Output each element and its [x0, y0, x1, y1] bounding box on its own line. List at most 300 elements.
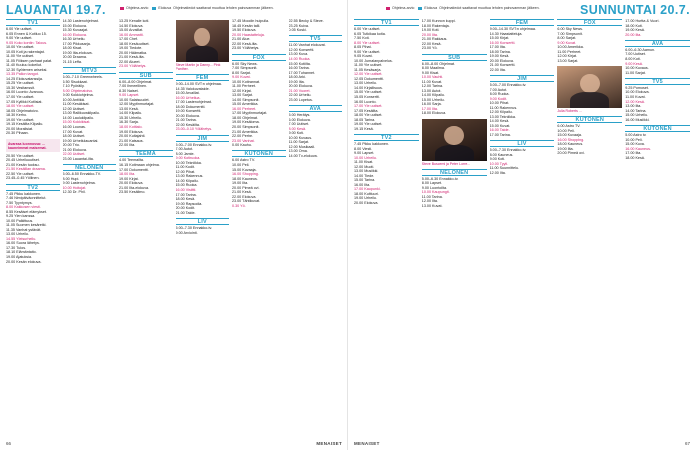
program-entry: 20.00 Pimeä ovi. — [557, 151, 585, 156]
program-entry: 23.00 Lopetus. — [288, 97, 313, 102]
channel-header: KUTONEN — [557, 116, 622, 123]
program-entry: 16.00 Lounas. — [62, 124, 86, 129]
program-entry: 16.00 Luonto. — [354, 99, 377, 104]
program-entry: 23.00 Lauantai-ilta. — [62, 156, 94, 161]
program-entry: 11.40 Kuuluu kokeilut. — [6, 63, 43, 68]
program-entry: 10.00 Vauhti. — [421, 75, 444, 80]
channel-header: TV5 — [289, 35, 343, 42]
program-entry: 17.00 Kunnon kuppi. — [421, 19, 456, 23]
program-entry: 7.10 Pyöräily. — [62, 84, 85, 89]
program-entry: 16.00 Tarina. — [288, 66, 310, 71]
program-entry: 17.00 Yle uutiset. — [6, 94, 35, 99]
program-entry: 7.00 Simpsonit. — [232, 66, 258, 71]
program-entry: 7.00 Autot. — [175, 147, 194, 152]
program-entry: 13.00 Musiikki. — [354, 169, 379, 174]
program-entry: 10.00 Hoitojat. — [62, 185, 87, 190]
photo-figure-body — [435, 145, 474, 161]
program-entry: 17.30 Tulos. — [6, 245, 27, 250]
listing-column — [289, 19, 343, 436]
program-entry: 11.00 Kisat. — [354, 160, 374, 165]
program-entry: 15.00 Kokkikisat. — [62, 120, 91, 125]
program-entry: 16.00 Sarja. — [421, 102, 442, 107]
program-entry: 15.00 Kuvat. — [489, 123, 511, 128]
channel-block — [289, 19, 343, 32]
program-entry: 10.00 Jumalanpalvelus. — [354, 58, 393, 63]
channel-block — [176, 218, 230, 235]
program-entry: 19.00 Koti. — [421, 28, 440, 33]
channel-header: TV2 — [354, 134, 419, 141]
program-entry: 17.00 Chef. — [119, 37, 139, 42]
program-entry: 15.30 Kuvaajat. — [62, 28, 89, 33]
program-entry: 6.50 Sisukkaat. — [62, 79, 88, 84]
program-entry: 22.00 Ilta. — [489, 67, 506, 72]
program-entry: 15.00 Kuvaaja. — [232, 167, 257, 172]
photo-figure-body — [570, 92, 609, 108]
program-entry: 11.00 Vanhat elokuvat. — [288, 43, 326, 48]
program-entry: 9.00 Koti. — [288, 131, 305, 136]
photo-figure-body — [186, 46, 218, 62]
columns — [6, 19, 342, 436]
legend-movie: Elokuva — [158, 6, 172, 10]
page-number: 66 — [6, 440, 12, 446]
program-entry: 9.00 Kesä. — [625, 61, 643, 66]
program-entry: 18.00 Tarina. — [489, 49, 511, 54]
program-entry: 6.00 Sky News. — [232, 61, 258, 66]
program-entry: 16.00 Konsertti. — [489, 40, 516, 45]
program-entry: 10.00 Pihat. — [489, 101, 510, 106]
program-entry: 18.10 Elämäntaito. — [6, 250, 37, 255]
listing-column — [557, 19, 622, 436]
channel-block — [557, 116, 622, 156]
program-entry: 7.45 Pikku kakkonen. — [6, 191, 42, 196]
program-entry: 11.00 Suunnittelu. — [489, 166, 520, 171]
program-entry: 21.00 Rakkaus. — [421, 37, 448, 42]
program-entry: 6.00 Yle uutiset. — [354, 27, 381, 31]
program-entry: 10.00 Tyyli. — [489, 161, 509, 166]
program-entry: 11.05 Kesäsarja. — [354, 67, 382, 72]
program-entry: 19.00 Elokuva. — [119, 129, 144, 134]
program-entry: 22.00 Kesäilta. — [175, 122, 200, 127]
program-entry: 13.00 Sarjat. — [557, 58, 579, 63]
program-entry: 5.00–6.50 Ennakko-TV. — [62, 172, 101, 177]
program-entry: 21.00 Ilta-elokuva. — [119, 185, 150, 190]
program-entry: 17.00 Myytinmurtajat. — [232, 111, 268, 116]
channel-block — [422, 169, 487, 209]
program-entry: 19.00 Kesäloma. — [232, 120, 260, 125]
program-entry: 18.00 Kulttuuri. — [354, 191, 379, 196]
channel-block — [289, 105, 343, 158]
program-entry: 19.00 Kirjat. — [119, 176, 139, 181]
program-entry: 19.00 Rapsodia. — [175, 201, 203, 206]
program-entry: 16.00 Urheilua. — [175, 95, 201, 100]
program-entry: 10.00 Salaisuudet. — [119, 97, 150, 102]
program-entry: 4.00 Teemailta. — [119, 158, 144, 163]
program-entry: 15.30 Vesitanssit. — [6, 85, 35, 90]
program-entry: 20.00 Elokuva. — [354, 200, 379, 205]
program-entry: 20.00 Elokuva. — [288, 84, 313, 89]
channel-block — [119, 150, 173, 194]
program-entry: 20.00 Kesän elokuva. — [6, 259, 42, 264]
program-entry: 9.00 Arviointi. — [175, 230, 198, 235]
rating-swatch — [386, 7, 390, 10]
program-entry: 9.00 Lapset. — [354, 151, 375, 156]
program-entry: 19.00 Konsertti. — [175, 109, 202, 114]
program-entry: 11.00 Yle uutiset. — [354, 63, 383, 68]
program-entry: 0.05 Koski. — [288, 28, 307, 33]
program-entry: 16.00 Taide. — [489, 128, 510, 133]
program-entry: 18.00 Kesä. — [625, 155, 645, 160]
program-entry: 21.00 Elokuva. — [62, 147, 87, 152]
channel-block — [6, 19, 60, 136]
program-entry: 10.00 Elokuva. — [625, 90, 650, 95]
program-entry: 23.25 Kuiva. — [288, 23, 310, 28]
day-title: LAUANTAI 19.7. — [6, 3, 106, 17]
program-entry: 13.00 Rallikuvakilpailu. — [62, 111, 101, 116]
program-entry: 18.00 Rakentaja. — [421, 23, 450, 28]
channel-header: LIV — [176, 218, 230, 225]
program-entry: 19.15 Kesä. — [354, 126, 374, 131]
right-page — [348, 0, 696, 450]
program-entry: 9.25 Ylen kanssa. — [6, 214, 36, 219]
program-entry: 15.00 Tarina. — [354, 178, 376, 183]
program-entry: 16.00 Ilta. — [354, 182, 371, 187]
program-entry: 21.00 Kesä. — [232, 190, 252, 195]
program-entry: 7.50 Koti. — [354, 36, 370, 41]
channel-header: FEM — [490, 19, 555, 26]
program-entry: 9.00 Kisat. — [421, 70, 440, 75]
program-entry: 14.55 Yleisurheilu. — [6, 236, 37, 241]
program-entry: 12.00 Ilta. — [421, 199, 438, 204]
program-entry: 5.00 Herätys. — [288, 113, 311, 118]
program-entry: 11.00 Sarjat. — [625, 70, 646, 75]
program-entry: 15.00 Yle uutiset. — [354, 90, 383, 95]
channel-block — [625, 125, 690, 160]
program-entry: 13.00 Kuvat. — [421, 203, 443, 208]
program-entry: 9.00 Kuvat. — [232, 75, 251, 80]
program-entry: 8.00 Sarjat. — [232, 70, 251, 75]
program-entry: 14.00 Kesä. — [489, 119, 510, 124]
program-entry: 15.00 Urheilu. — [421, 97, 445, 102]
program-entry: 8.00 Sarjat. — [557, 36, 577, 41]
photo-figure — [194, 28, 210, 47]
program-entry: 13.00 Sarjat. — [232, 93, 253, 98]
program-entry: 10.00 Antiikki. — [62, 97, 86, 102]
program-entry: 20.00 Kultajahti. — [119, 134, 146, 139]
day-title: SUNNUNTAI 20.7. — [580, 3, 690, 17]
channel-block — [63, 164, 117, 194]
program-entry: 7.50 Tyyntymys. — [6, 200, 33, 205]
program-entry: 20.00 Elokuva. — [175, 113, 200, 118]
program-entry: 7.00 Autot. — [489, 87, 508, 92]
program-entry: 15.25 Yle uutiset. — [6, 81, 35, 86]
channel-block — [490, 75, 555, 137]
channel-block — [176, 74, 230, 132]
program-entry: 18.00 Yle uutiset. — [6, 104, 35, 109]
program-entry: 19.00 Ilta. — [232, 181, 249, 186]
program-entry: 20.30 Pihaan. — [6, 131, 29, 136]
program-entry: 16.30 Sarja. — [119, 120, 139, 125]
listing-column — [6, 19, 60, 436]
program-entry: 8.00 Jamie. — [175, 151, 195, 156]
program-entry: 0.00 Kauhu. — [232, 143, 252, 148]
program-entry: 12.30 Syötemen ariseksi. — [6, 67, 48, 72]
program-entry: 13.35 Pallon tangot. — [6, 72, 39, 77]
program-entry: 11.00 Perheet. — [557, 49, 582, 54]
program-entry: 7.00 Simpsonit. — [557, 31, 583, 36]
program-entry: 6.00 Astro TV. — [557, 124, 581, 129]
program-entry: 17.00 Kuvat. — [62, 129, 84, 134]
program-entry: 18.00 Kauneus. — [232, 176, 258, 181]
program-entry: 21.00 Taide. — [175, 210, 196, 215]
program-entry: 7.00 Uutiset. — [625, 52, 646, 57]
listing-column — [354, 19, 419, 436]
program-entry: 22.00 Uutiset. — [62, 152, 86, 157]
program-entry: 22.55 Becky & Steve. — [288, 19, 324, 23]
program-entry: 19.00 Ilta. — [288, 79, 305, 84]
program-entry: 20.00 Häämatka. — [119, 50, 148, 55]
program-entry: 14.50 Elokuva. — [119, 23, 144, 28]
program-entry: 22.00 Alueet. — [119, 59, 141, 64]
channel-header: NELONEN — [422, 169, 487, 176]
program-entry: 23.00 Yölähetys. — [119, 64, 147, 69]
program-entry: 12.00 Kirjat. — [557, 54, 578, 59]
channel-block — [176, 135, 230, 215]
program-entry: 8.00 Koti. — [625, 57, 641, 61]
program-entry: 8.00 Yle uutiset. — [354, 40, 381, 45]
program-entry: 6.05 Ennen & Kotiluo 15. — [6, 31, 47, 36]
program-entry: 11.00 Rakennus. — [489, 105, 518, 110]
program-entry: 12.00 Kesä. — [625, 99, 645, 104]
program-entry: 13.00 Kuva. — [288, 52, 309, 57]
program-entry: 6.00 Elokuva. — [288, 117, 311, 122]
program-entry: 18.00 Kesäuutiset. — [119, 41, 150, 46]
program-entry: 14.35 Valokuvataide. — [175, 86, 210, 91]
channel-header: LIV — [490, 140, 555, 147]
channel-header: TV2 — [6, 184, 60, 191]
program-entry: 9.00–14.00 SVT:n ohjelmaa. — [175, 82, 222, 86]
program-entry: 10.00 Palkittuus. — [6, 218, 34, 223]
promo-steve — [176, 20, 230, 71]
page-footer — [354, 439, 690, 447]
program-entry: 7.45 Pikku kakkonen. — [354, 142, 390, 147]
channel-header: TV1 — [354, 19, 419, 26]
program-entry: 14.00 Laulukilpailu. — [62, 115, 95, 120]
program-entry: 19.00 Ilta-elokuva. — [62, 50, 93, 55]
channel-block — [354, 134, 419, 205]
program-entry: 9.00 Kodit. — [489, 96, 508, 101]
program-entry: 23.50 Kesäilmo. — [119, 190, 146, 195]
program-entry: 18.00 Dokumentti. — [175, 104, 206, 109]
channel-block — [557, 19, 622, 63]
program-entry: 6.00 Astro TV. — [232, 158, 255, 163]
program-entry: 12.00 Kirjat. — [232, 88, 252, 93]
program-entry: 17.00 Tuhannet. — [288, 70, 316, 75]
program-entry: 17.45 Moodin huipulla. — [232, 19, 270, 23]
program-entry: 12.00 Konsertti. — [288, 47, 315, 52]
program-entry: 14.00 Kirjallisuus. — [354, 85, 383, 90]
program-entry: 7.00 Ihmeellinen. — [119, 84, 148, 89]
page-header — [348, 3, 696, 17]
program-entry: 14.00 Tarina. — [625, 108, 647, 113]
program-entry: 11.05 Fiiiksen parhaat palat. — [6, 58, 53, 63]
channel-header: KUTONEN — [625, 125, 690, 132]
program-entry: 11.05 Suomen kesäretki. — [6, 223, 47, 228]
channel-block — [354, 19, 419, 131]
program-entry: 17.00 Tarina. — [175, 192, 197, 197]
program-entry: 15.00 Elokuva. — [62, 23, 87, 28]
program-entry: 19.00 Yle uutiset. — [354, 122, 383, 127]
program-entry: 9.00 Lastenohjelma. — [62, 181, 96, 186]
program-entry: 19.00 Yle uutiset. — [6, 117, 35, 122]
listing-column — [625, 19, 690, 436]
program-entry: 14.30 Lastenohjelmat. — [62, 19, 99, 23]
program-entry: 12.05 Dokumentti. — [354, 76, 384, 81]
program-entry: 8.00 Viesti. — [354, 146, 373, 151]
program-entry: 18.00 Arki. — [288, 75, 306, 80]
program-entry: 7.00 Uutiset. — [288, 122, 310, 127]
program-entry: 16.00 Luonto: Avaruus. — [6, 90, 44, 95]
channel-block — [119, 72, 173, 148]
program-entry: 22.00 Ilta. — [119, 143, 136, 148]
program-entry: 18.45 Kesän talli. — [232, 23, 261, 28]
channel-block — [422, 54, 487, 116]
program-entry: 17.00 Yle uutiset. — [354, 104, 383, 109]
channel-header: JIM — [176, 135, 230, 142]
program-entry: 22.00 Perhe. — [232, 134, 254, 139]
program-entry: 6.05 Tutkikaa kotia. — [354, 31, 386, 36]
program-entry: 12.00 Ilta. — [489, 170, 506, 175]
movie-swatch — [152, 7, 156, 10]
program-entry: 12.00 Pihat. — [175, 169, 196, 174]
program-entry: 6.00 Sky News. — [557, 27, 584, 31]
listing-column — [176, 19, 230, 436]
program-entry: 13.25 Kenalle koti. — [119, 19, 150, 23]
program-entry: 23.45–0.45 Yöllinen. — [6, 176, 40, 181]
channel-block — [422, 19, 487, 51]
program-entry: 17.00 Pikkusarja. — [62, 41, 91, 46]
brand-name: MENAISET — [316, 440, 342, 446]
program-entry: 20.00 Draama. — [62, 55, 87, 60]
program-entry: 8.00 Hupi. — [62, 176, 80, 181]
channel-header: KUTONEN — [232, 150, 286, 157]
program-entry: 9.00 Luontoilta. — [421, 185, 448, 190]
channel-header: AVA — [289, 105, 343, 112]
program-entry: 17.00 Ilta. — [625, 151, 642, 156]
program-entry: 16.00 Perheet. — [232, 106, 257, 111]
program-entry: 18.00 Kisat. — [62, 46, 82, 51]
program-entry: 18.05 Ohjelmatoivo. — [6, 108, 39, 113]
program-entry: 18.00 Kauneus. — [557, 142, 584, 147]
channel-header: FOX — [557, 19, 622, 26]
program-entry: 12.00 Musikaali. — [288, 144, 316, 149]
program-entry: 5.00–7.00 Ennakko-tv. — [175, 142, 213, 147]
program-entry: 18.00 Uutiset. — [62, 134, 86, 139]
promo-photo — [422, 119, 487, 161]
program-entry: 16.00 Visiitti. — [175, 187, 197, 192]
program-entry: 20.00 Elokuva. — [119, 181, 144, 186]
program-entry: 9.00 Kuvat. — [557, 40, 577, 45]
program-entry: 16.00 Suora lähetys. — [6, 241, 40, 246]
program-entry: 15.00 Urheilu. — [625, 113, 649, 118]
program-entry: 15.00 Kotiilta. — [288, 61, 311, 66]
program-entry: 7.46 Nimipäiväonnittelut. — [6, 196, 47, 201]
program-entry: 17.00 Kaupunki. — [354, 187, 381, 192]
channel-block — [625, 78, 690, 122]
channel-block — [490, 140, 555, 175]
program-entry: 16.30 Urheilu. — [62, 37, 86, 42]
program-entry: 13.00 Kesä. — [119, 106, 139, 111]
legend — [118, 6, 274, 10]
channel-block — [232, 19, 286, 51]
program-entry: 19.00 Ajatuksia. — [6, 255, 33, 259]
program-entry: 11.00 Kodit. — [175, 165, 195, 170]
program-entry: 15.30 Urheilu. — [119, 115, 142, 120]
program-entry: 21.00 Katsaus. — [119, 138, 144, 143]
program-entry: 18.00 Ilta. — [119, 172, 136, 177]
legend-note: Ohjelmatiedot saattavat muuttua lehden painovamman jälkeen. — [173, 6, 274, 10]
program-entry: 21.00 Amerikka. — [232, 129, 259, 134]
program-entry: 15.00 Ruoka. — [175, 183, 198, 188]
program-entry: 10.00 Yle uutiset. — [6, 45, 35, 50]
channel-block — [625, 40, 690, 75]
program-entry: 14.00 Kilpailu. — [175, 178, 199, 183]
program-entry: 9.00 Koti. — [489, 157, 506, 162]
program-entry: 15.00 Amerikka. — [232, 102, 259, 107]
program-entry: 13.00 Oma. — [288, 149, 308, 154]
program-entry: 19.50 Elokuva. — [232, 28, 257, 33]
program-entry: 21.00 Tarina. — [175, 118, 197, 123]
program-entry: 19.00 Urheilu. — [354, 196, 377, 201]
highlight-caption: Avarasa luonnossa: ... kauneimmat maisemat. — [8, 141, 47, 150]
legend-rating: Ohjelma-arvio — [392, 6, 415, 10]
channel-header: TV5 — [625, 78, 690, 85]
program-entry: 19.00 Kesä. — [625, 28, 645, 33]
program-entry: 16.00 Ammatti. — [119, 32, 144, 37]
program-entry: 9.05 Koko kontin: Talous. — [6, 40, 48, 45]
program-entry: 9.25 Pomoset. — [625, 85, 649, 90]
program-entry: 21.00 Alue. — [232, 37, 251, 42]
channel-header: TV1 — [6, 19, 60, 26]
promo-photo — [557, 66, 622, 108]
program-entry: 12.00 Muoti. — [354, 164, 375, 169]
program-entry: 11.00 Kuvat. — [625, 95, 646, 99]
program-entry: 6.00–8.00 Ohjelmat. — [119, 79, 153, 84]
program-entry: 10.00 Amerikka. — [557, 45, 584, 50]
program-entry: 20.00 Elokuva. — [489, 58, 514, 63]
program-entry: 8.00 Kauneus. — [489, 152, 514, 157]
program-entry: 16.00 Shopping. — [232, 172, 259, 177]
channel-header: SUB — [119, 72, 173, 79]
program-entry: 22.00 Elokuva. — [232, 194, 257, 199]
program-entry: 17.00 Dokumentti. — [119, 167, 149, 172]
program-entry: 17.05 Kesäilta. — [354, 108, 379, 113]
program-entry: 9.00 Kokkiohjelma. — [62, 93, 94, 98]
program-entry: 20.00 Ilta. — [625, 32, 642, 37]
program-entry: 19.00 Kesä. — [489, 54, 510, 59]
channel-header: FOX — [232, 54, 286, 61]
program-entry: 8.30 Naiset. — [119, 88, 139, 93]
legend-note: Ohjelmatiedot saattavat muuttua lehden painovamman jälkeen. — [439, 6, 540, 10]
program-entry: 11.00 Kesäkisat. — [62, 102, 90, 107]
program-entry: 6.00–8.00 Ohjelmat. — [421, 61, 456, 66]
program-entry: 17.00 Tarina. — [489, 132, 511, 137]
program-entry: 11.00 Perheet. — [232, 84, 256, 89]
program-entry: 17.00 Ilta. — [421, 106, 438, 111]
legend-rating: Ohjelma-arvio — [126, 6, 149, 10]
program-entry: 20.00 Pimeä ovi. — [232, 185, 260, 190]
program-entry: 17.00 Lastenohjelmat. — [175, 100, 212, 105]
columns — [354, 19, 690, 436]
